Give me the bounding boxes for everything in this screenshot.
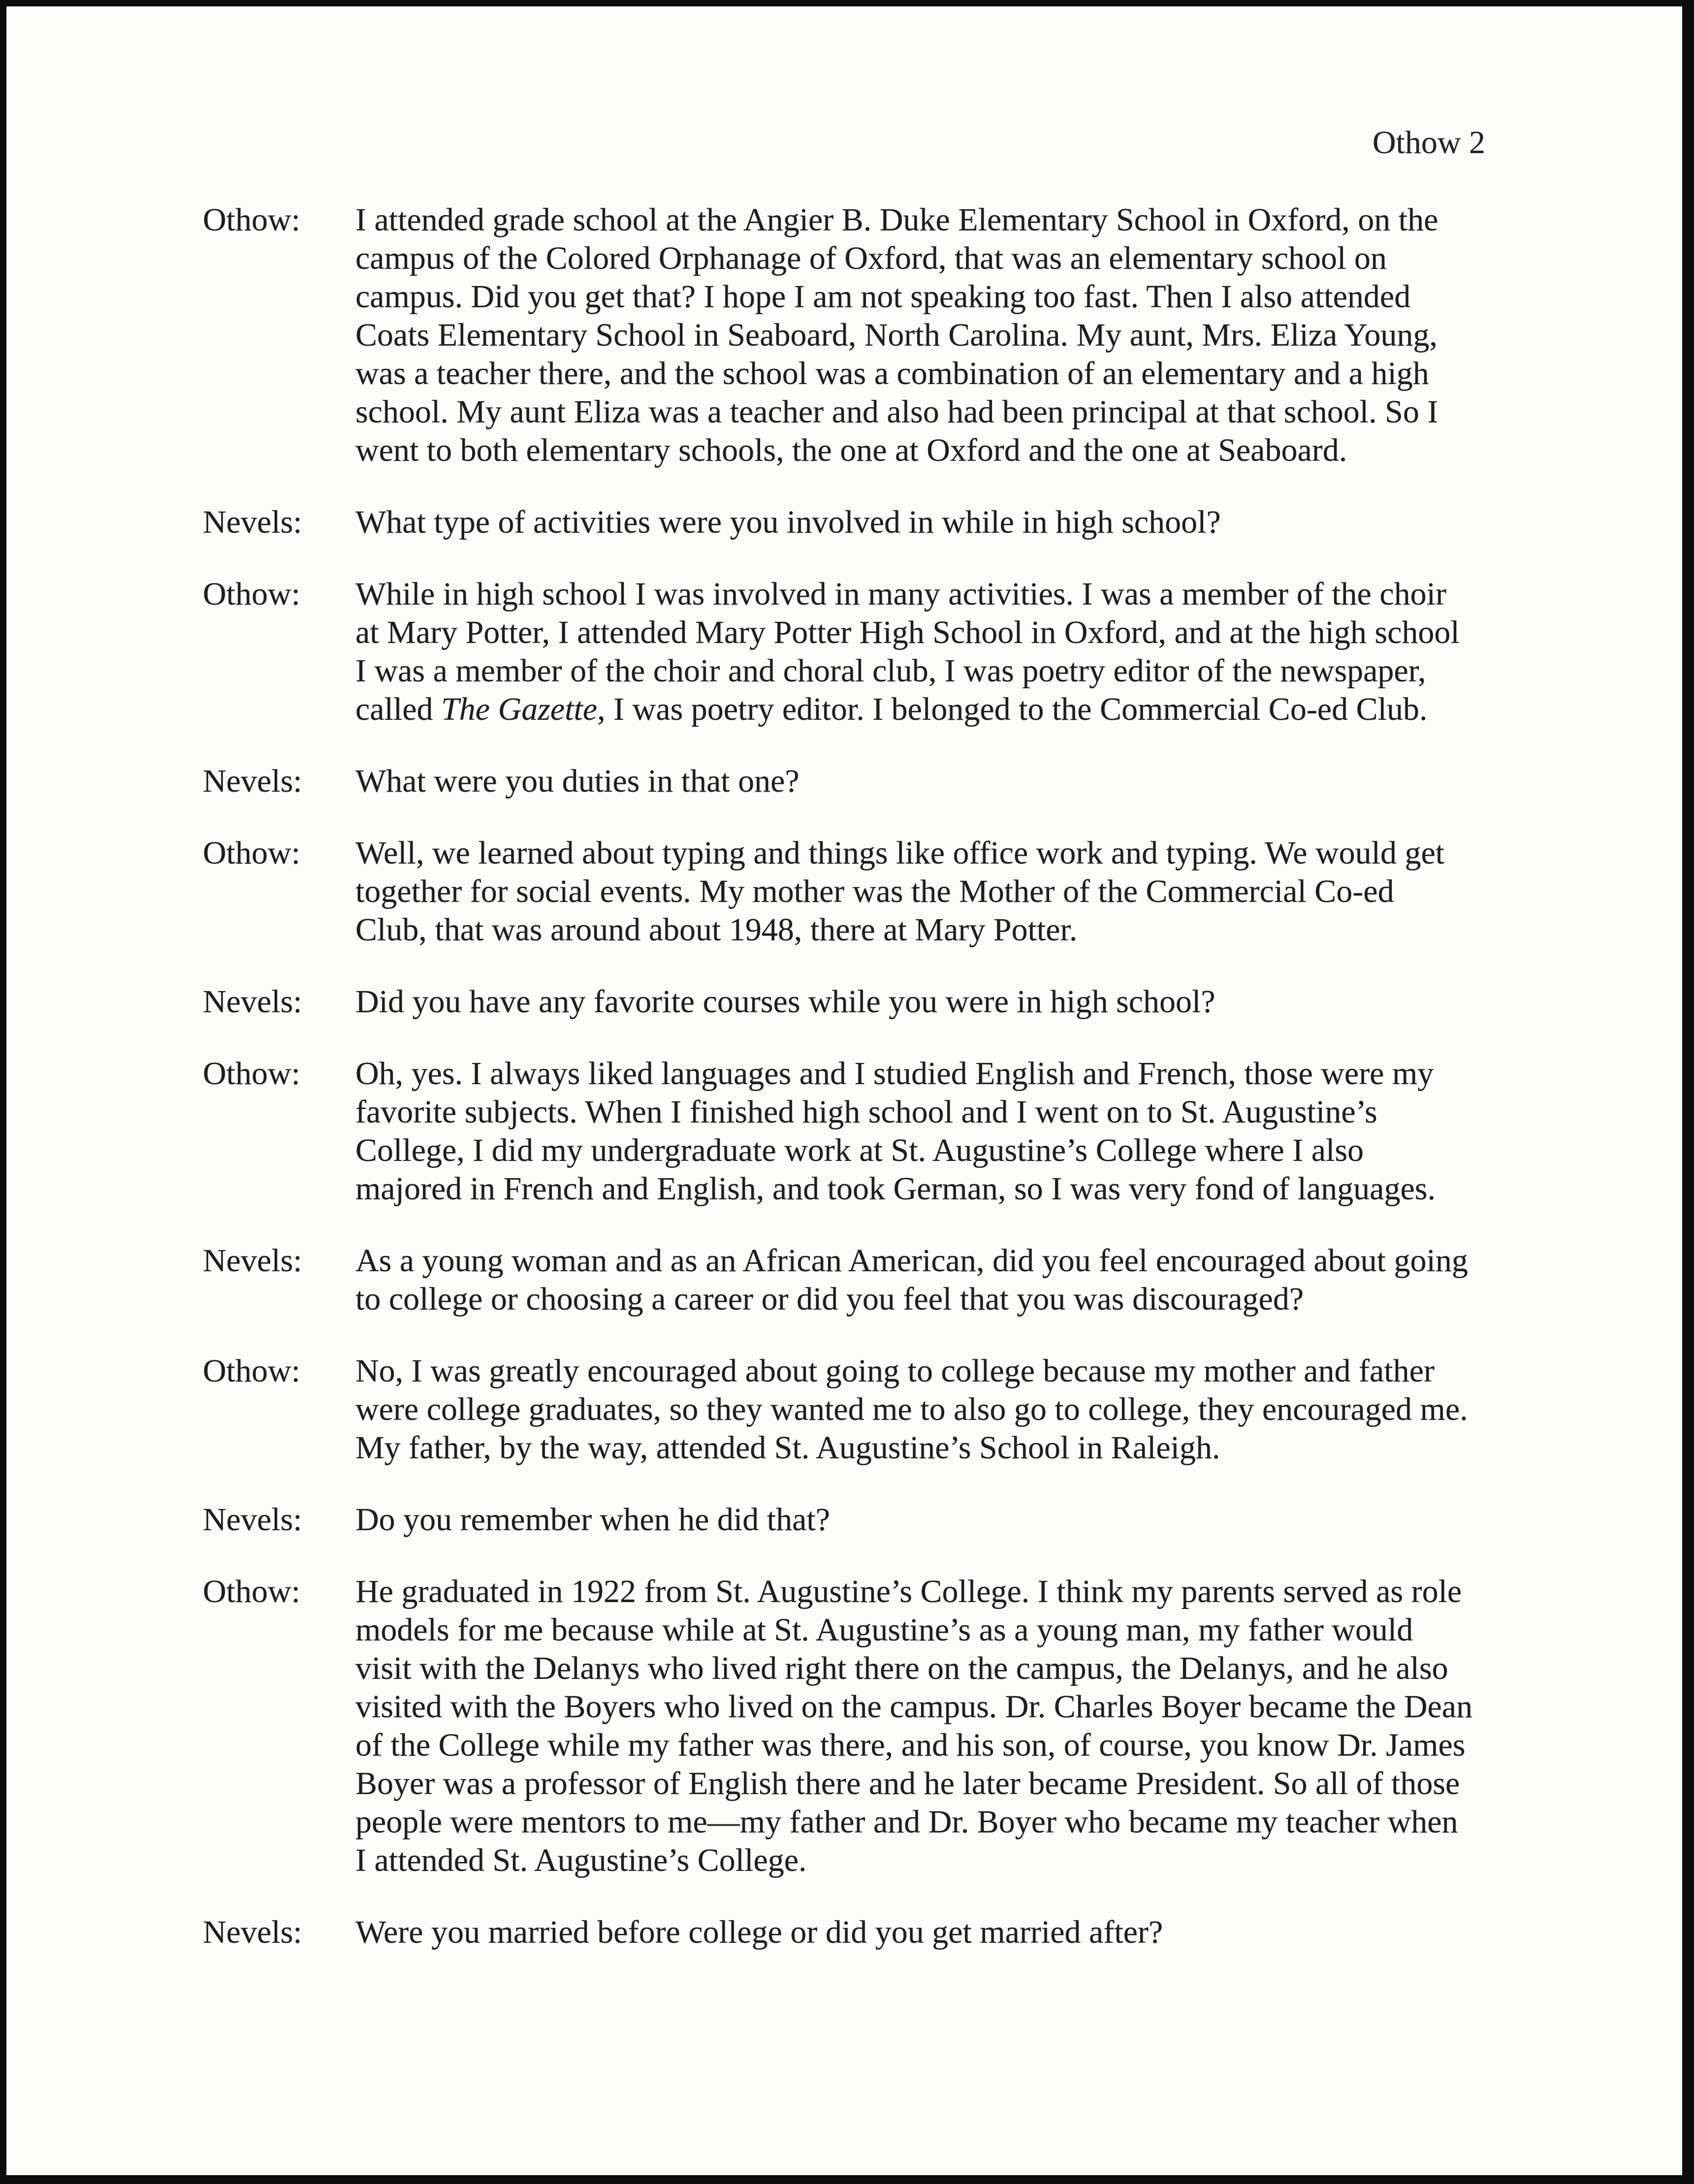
turn-row: [203, 1352, 1478, 1467]
turn-row: [203, 1573, 1478, 1880]
utterance-text: [355, 1573, 1473, 1880]
turn-row: [203, 1501, 1478, 1539]
utterance-text: [355, 201, 1473, 470]
turn-row: [203, 201, 1478, 470]
text-segment: He graduated in 1922 from St. Augustine’s College. I think my parents served as role models for me because while at St. Augustine’s as a young man, my father would visit with the Delanys who lived right there on the campus, the Delanys, and he also visited with the Boyers who lived on the campus. Dr. Charles Boyer became the Dean of the College while my father was there, and his son, of course, you know Dr. James Boyer was a professor of English there and he later became President. So all of those people were mentors to me—my father and Dr. Boyer who became my teacher when I attended St. Augustine’s College.: [355, 1574, 1473, 1878]
text-segment: , I was poetry editor. I belonged to the Commercial Co-ed Club.: [597, 691, 1428, 727]
text-segment: No, I was greatly encouraged about going to college because my mother and father were college graduates, so they wanted me to also go to college, they encouraged me. My father, by the way, attended St. Augustine’s School in Raleigh.: [355, 1353, 1468, 1466]
italic-text-segment: The Gazette: [441, 691, 598, 727]
text-segment: As a young woman and as an African American, did you feel encouraged about going to college or choosing a career or did you feel that you was discouraged?: [355, 1243, 1468, 1317]
speaker-label: Othow:: [203, 1056, 300, 1092]
utterance-text: [355, 983, 1473, 1021]
turn-row: [203, 575, 1478, 729]
text-segment: Well, we learned about typing and things like office work and typing. We would get together for social events. My mother was the Mother of the Commercial Co-ed Club, that was around about 1948, there at Mary Potter.: [355, 835, 1445, 948]
utterance-text: [355, 1501, 1473, 1539]
utterance-text: [355, 575, 1473, 729]
turn-row: [203, 762, 1478, 801]
turn-row: [203, 1913, 1478, 1952]
turn-row: [203, 503, 1478, 542]
speaker-label: Othow:: [203, 835, 300, 871]
speaker-label: Nevels:: [203, 504, 302, 540]
text-segment: Did you have any favorite courses while you were in high school?: [355, 984, 1215, 1020]
utterance-text: [355, 1352, 1473, 1467]
text-segment: Do you remember when he did that?: [355, 1502, 831, 1538]
turn-row: [203, 1055, 1478, 1208]
speaker-label: Othow:: [203, 576, 300, 612]
speaker-label: Othow:: [203, 202, 300, 238]
speaker-label: Nevels:: [203, 1914, 302, 1950]
speaker-label: Othow:: [203, 1353, 300, 1389]
text-segment: While in high school I was involved in many activities. I was a member of the choir at Mary Potter, I attended Mary Potter High School in Oxford, and at the high school I was a member of the choir and choral club, I was poetry editor of the newspaper, called: [355, 576, 1460, 727]
text-segment: I attended grade school at the Angier B. Duke Elementary School in Oxford, on the campus of the Colored Orphanage of Oxford, that was an elementary school on campus. Did you get that? I hope I am not speaking too fast. Then I also attended Coats Elementary School in Seaboard, North Carolina. My aunt, Mrs. Eliza Young, was a teacher there, and the school was a combination of an elementary and a high school. My aunt Eliza was a teacher and also had been principal at that school. So I went to both elementary schools, the one at Oxford and the one at Seaboard.: [355, 202, 1438, 468]
utterance-text: [355, 1913, 1473, 1952]
text-segment: Oh, yes. I always liked languages and I studied English and French, those were my favorite subjects. When I finished high school and I went on to St. Augustine’s College, I did my undergraduate work at St. Augustine’s College where I also majored in French and English, and took German, so I was very fond of languages.: [355, 1056, 1436, 1207]
turn-row: [203, 1242, 1478, 1318]
utterance-text: [355, 1242, 1473, 1318]
turn-row: [203, 983, 1478, 1021]
utterance-text: [355, 834, 1473, 949]
utterance-text: [355, 503, 1473, 542]
speaker-label: Nevels:: [203, 763, 302, 799]
transcript: [203, 201, 1478, 1985]
document-page: [6, 6, 1682, 2175]
page-number-header: Othow 2: [1372, 125, 1485, 161]
speaker-label: Nevels:: [203, 1502, 302, 1538]
text-segment: Were you married before college or did you get married after?: [355, 1914, 1163, 1950]
speaker-label: Othow:: [203, 1574, 300, 1609]
utterance-text: [355, 762, 1473, 801]
utterance-text: [355, 1055, 1473, 1208]
speaker-label: Nevels:: [203, 984, 302, 1020]
speaker-label: Nevels:: [203, 1243, 302, 1279]
text-segment: What were you duties in that one?: [355, 763, 799, 799]
text-segment: What type of activities were you involved in while in high school?: [355, 504, 1221, 540]
turn-row: [203, 834, 1478, 949]
